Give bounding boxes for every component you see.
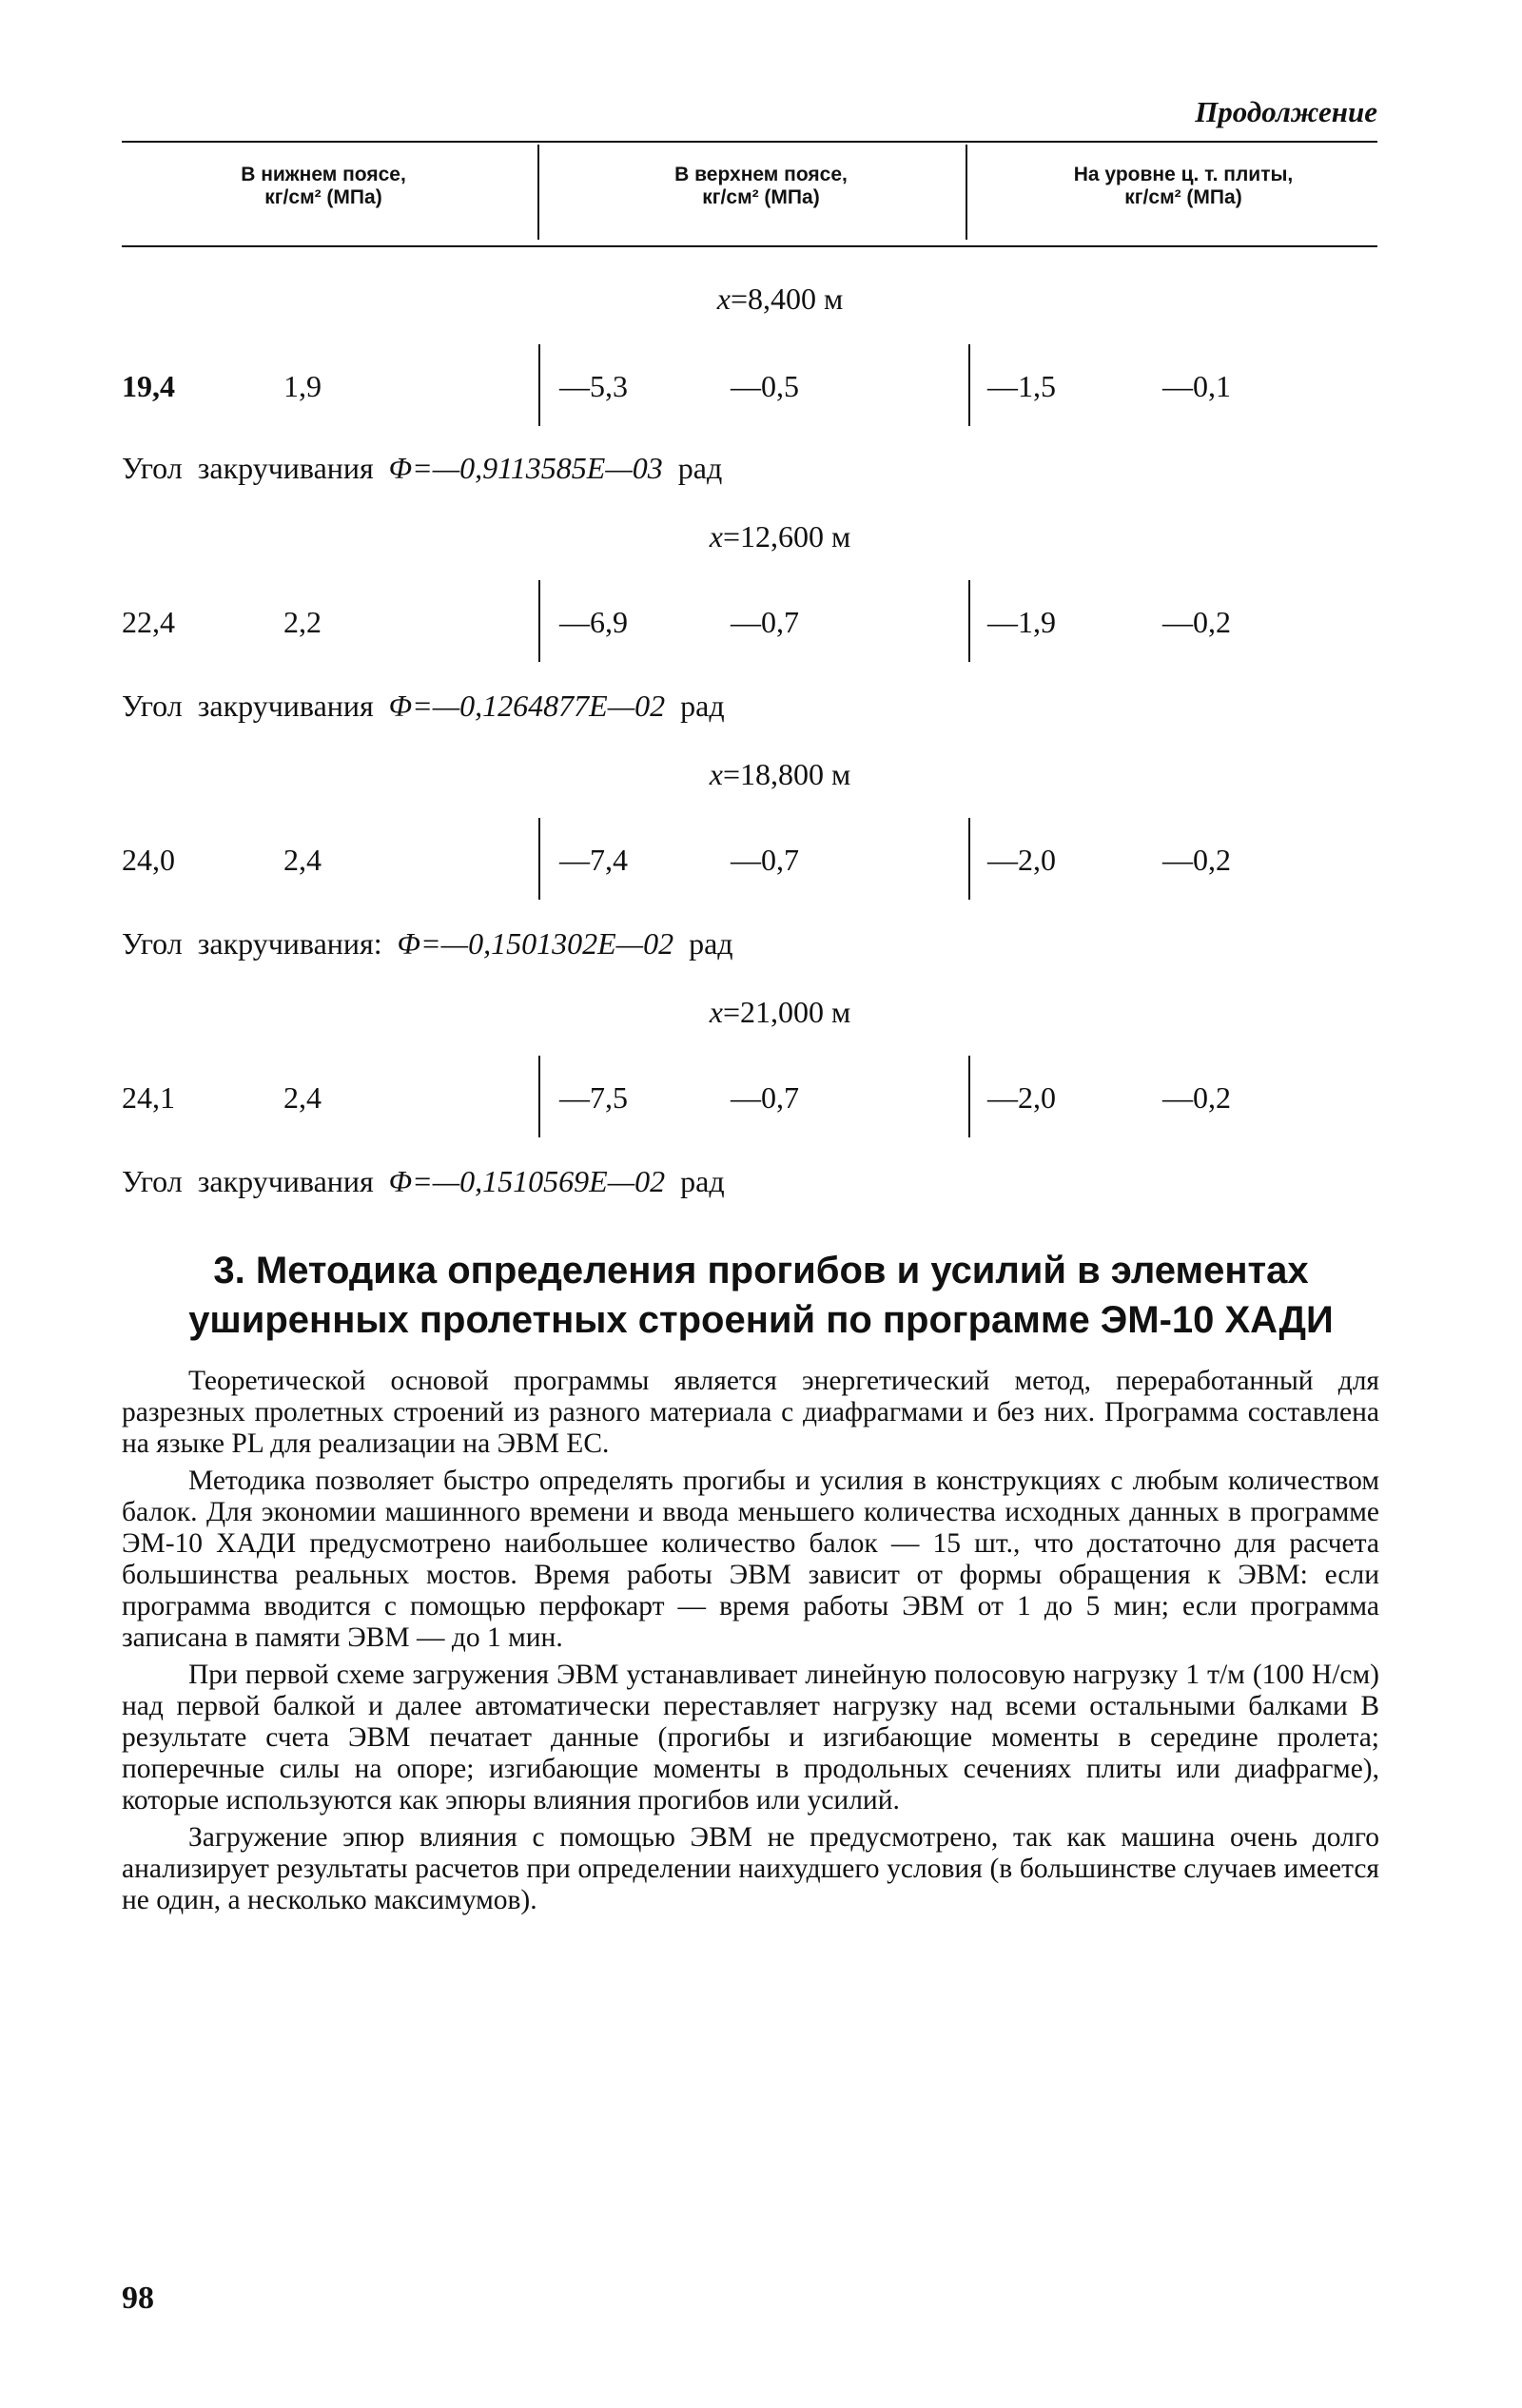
value-slab-kg: —2,0 bbox=[987, 1080, 1056, 1115]
table-top-rule bbox=[122, 141, 1377, 143]
block-x-label: x=12,600 м bbox=[709, 519, 851, 553]
twist-angle-line: Угол закручивания Φ=—0,1510569E—02 рад bbox=[122, 1164, 725, 1198]
paragraph: Загружение эпюр влияния с помощью ЭВМ не предусмотрено, так как машина очень долго анализирует результаты расчетов при определении наихудшего условия (в большинстве случаев имеется не один, а несколько максимумов). bbox=[122, 1822, 1379, 1915]
header-top-chord: В верхнем поясе, кг/см² (МПа) bbox=[674, 164, 848, 208]
value-slab-kg: —1,5 bbox=[987, 369, 1056, 403]
value-bottom-kg: 24,1 bbox=[122, 1080, 175, 1115]
value-top-kg: —6,9 bbox=[559, 605, 628, 639]
value-bottom-kg: 24,0 bbox=[122, 843, 175, 877]
table-header-rule bbox=[122, 245, 1377, 247]
value-top-kg: —5,3 bbox=[559, 369, 628, 403]
value-top-kg: —7,4 bbox=[559, 843, 628, 877]
column-bar bbox=[538, 580, 540, 662]
column-bar bbox=[538, 818, 540, 900]
value-slab-kg: —1,9 bbox=[987, 605, 1056, 639]
paragraph: Теоретической основой программы является энергетический метод, переработанный для разрезных пролетных строений из разного материала с диафрагмами и без них. Программа составлена на языке PL для реализации на ЭВМ ЕС. bbox=[122, 1366, 1379, 1459]
value-bottom-kg: 22,4 bbox=[122, 605, 175, 639]
page-number: 98 bbox=[122, 2281, 154, 2316]
twist-angle-line: Угол закручивания Φ=—0,1264877E—02 рад bbox=[122, 689, 725, 723]
paragraph: Методика позволяет быстро определять прогибы и усилия в конструкциях с любым количеством балок. Для экономии машинного времени и ввода меньшего количества исходных данных в программе ЭМ-10 ХАДИ предусмотрено наибольшее количество балок — 15 шт., что достаточно для расчета большинства реальных мостов. Время работы ЭВМ зависит от формы обращения к ЭВМ: если программа вводится с помощью перфокарт — время работы ЭВМ от 1 до 5 мин; если программа записана в памяти ЭВМ — до 1 мин. bbox=[122, 1466, 1379, 1653]
value-slab-mpa: —0,2 bbox=[1162, 843, 1231, 877]
value-top-mpa: —0,7 bbox=[731, 1080, 799, 1115]
twist-angle-line: Угол закручивания: Φ=—0,1501302E—02 рад bbox=[122, 926, 733, 961]
header-divider-1 bbox=[537, 145, 539, 240]
block-x-label: x=21,000 м bbox=[709, 995, 851, 1029]
value-slab-kg: —2,0 bbox=[987, 843, 1056, 877]
value-bottom-mpa: 2,4 bbox=[283, 1080, 322, 1115]
value-top-mpa: —0,5 bbox=[731, 369, 799, 403]
header-slab-level: На уровне ц. т. плиты, кг/см² (МПа) bbox=[1073, 164, 1294, 208]
value-top-kg: —7,5 bbox=[559, 1080, 628, 1115]
block-x-label: x=8,400 м bbox=[716, 282, 844, 316]
block-x-label: x=18,800 м bbox=[709, 757, 851, 791]
value-slab-mpa: —0,2 bbox=[1162, 605, 1231, 639]
continuation-label: Продолжение bbox=[1195, 95, 1377, 128]
value-bottom-mpa: 2,4 bbox=[283, 843, 322, 877]
column-bar bbox=[538, 1056, 540, 1137]
header-divider-2 bbox=[966, 145, 967, 240]
value-slab-mpa: —0,1 bbox=[1162, 369, 1231, 403]
header-bottom-chord: В нижнем поясе, кг/см² (МПа) bbox=[241, 164, 406, 208]
value-bottom-mpa: 2,2 bbox=[283, 605, 322, 639]
column-bar bbox=[968, 344, 970, 426]
value-top-mpa: —0,7 bbox=[731, 605, 799, 639]
column-bar bbox=[538, 344, 540, 426]
section-body bbox=[122, 1366, 1379, 1922]
value-bottom-kg: 19,4 bbox=[122, 369, 175, 403]
paragraph: При первой схеме загружения ЭВМ устанавливает линейную полосовую нагрузку 1 т/м (100 Н/см) над первой балкой и далее автоматически переставляет нагрузку над всеми остальными балками В результате счета ЭВМ печатает данные (прогибы и изгибающие моменты в середине пролета; поперечные силы на опоре; изгибающие моменты в продольных сечениях плиты или диафрагме), которые используются как эпюры влияния прогибов или усилий. bbox=[122, 1660, 1379, 1816]
column-bar bbox=[968, 580, 970, 662]
value-bottom-mpa: 1,9 bbox=[283, 369, 322, 403]
column-bar bbox=[968, 818, 970, 900]
column-bar bbox=[968, 1056, 970, 1137]
value-slab-mpa: —0,2 bbox=[1162, 1080, 1231, 1115]
twist-angle-line: Угол закручивания Φ=—0,9113585E—03 рад bbox=[122, 451, 723, 485]
section-heading: 3. Методика определения прогибов и усилий в элементах уширенных пролетных строений по программе ЭМ-10 ХАДИ bbox=[188, 1250, 1334, 1341]
value-top-mpa: —0,7 bbox=[731, 843, 799, 877]
